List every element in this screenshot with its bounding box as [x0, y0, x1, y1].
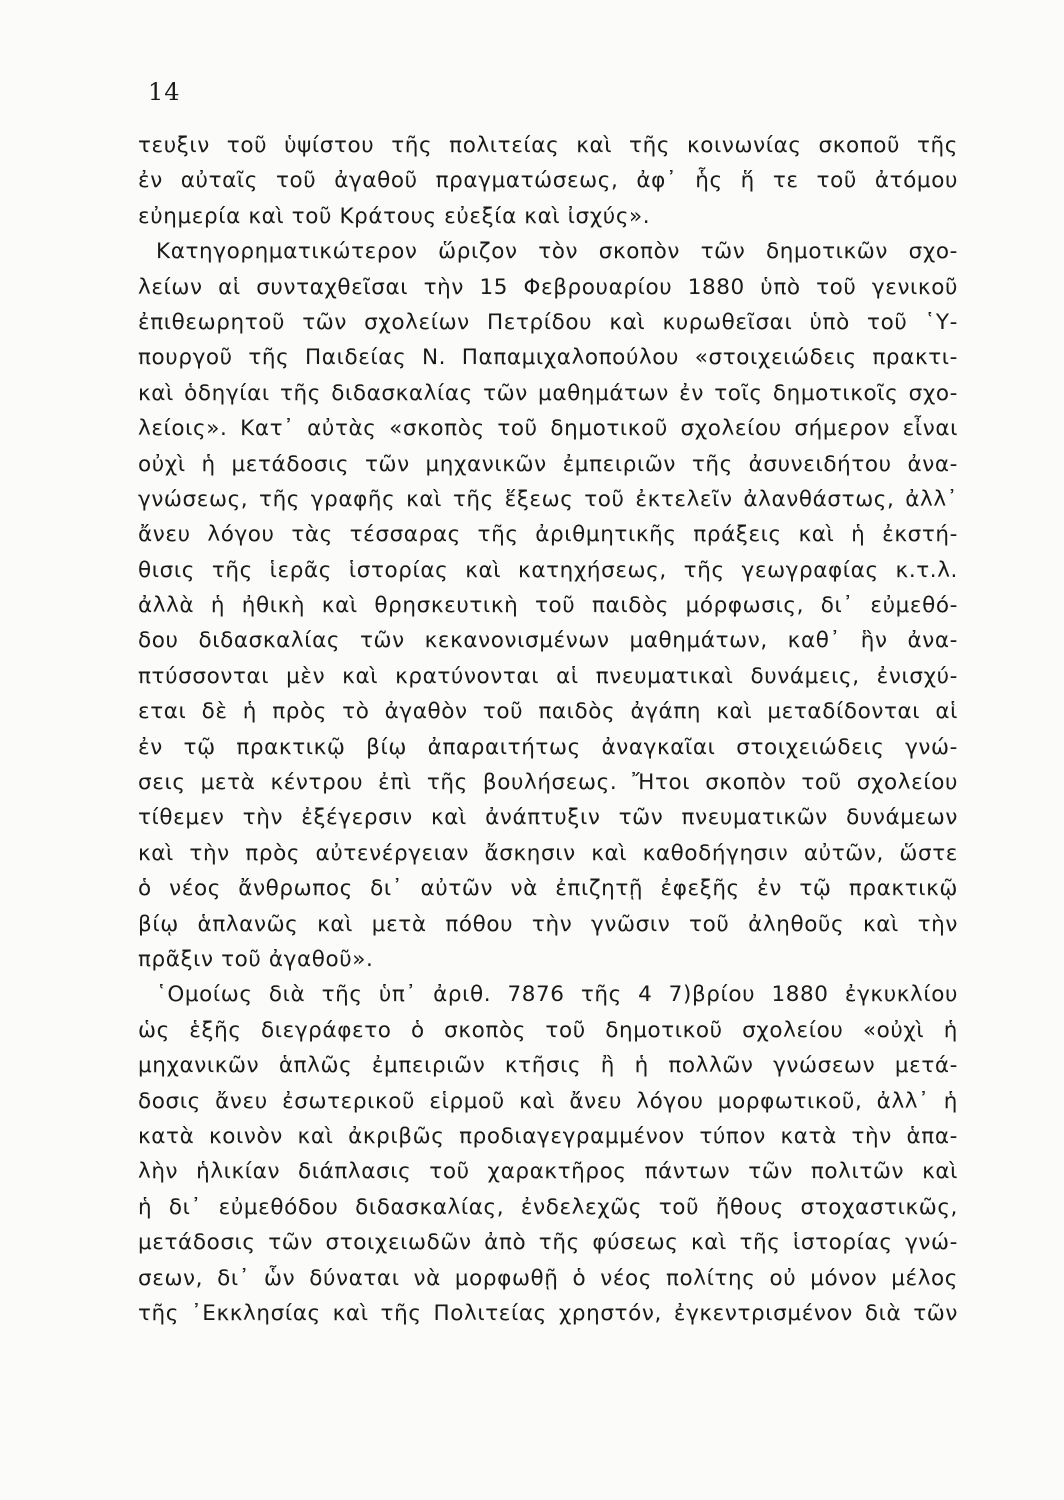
- text-line: ἡ δι᾽ εὐμεθόδου διδασκαλίας, ἐνδελεχῶς τοῦ ἤθους στοχαστικῶς,: [138, 1194, 958, 1220]
- text-line: ἀλλὰ ἡ ἠθικὴ καὶ θρησκευτικὴ τοῦ παιδὸς μόρφωσις, δι᾽ εὐμεθό-: [138, 593, 958, 619]
- paragraph-start-line: Κατηγορηματικώτερον ὥριζον τὸν σκοπὸν τῶν δημοτικῶν σχο-: [156, 239, 958, 265]
- text-line: λείων αἱ συνταχθεῖσαι τὴν 15 Φεβρουαρίου 1880 ὑπὸ τοῦ γενικοῦ: [138, 274, 958, 300]
- text-line: λείοις». Κατ᾽ αὐτὰς «σκοπὸς τοῦ δημοτικοῦ σχολείου σήμερον εἶναι: [138, 416, 958, 442]
- text-line: πρᾶξιν τοῦ ἀγαθοῦ».: [138, 946, 374, 972]
- text-line: ἐπιθεωρητοῦ τῶν σχολείων Πετρίδου καὶ κυρωθεῖσαι ὑπὸ τοῦ ῾Υ-: [138, 309, 958, 335]
- text-line: οὐχὶ ἡ μετάδοσις τῶν μηχανικῶν ἐμπειριῶν τῆς ἀσυνειδήτου ἀνα-: [138, 451, 958, 477]
- text-line: δου διδασκαλίας τῶν κεκανονισμένων μαθημάτων, καθ᾽ ἣν ἀνα-: [138, 628, 958, 654]
- text-line: πουργοῦ τῆς Παιδείας Ν. Παπαμιχαλοπούλου «στοιχειώδεις πρακτι-: [138, 345, 958, 371]
- text-line: τῆς ᾽Εκκλησίας καὶ τῆς Πολιτείας χρηστόν, ἐγκεντρισμένον διὰ τῶν: [138, 1300, 958, 1326]
- text-line: γνώσεως, τῆς γραφῆς καὶ τῆς ἕξεως τοῦ ἐκτελεῖν ἀλανθάστως, ἀλλ᾽: [138, 486, 958, 512]
- text-line: εται δὲ ἡ πρὸς τὸ ἀγαθὸν τοῦ παιδὸς ἀγάπη καὶ μεταδίδονται αἱ: [138, 699, 958, 725]
- text-line: μηχανικῶν ἁπλῶς ἐμπειριῶν κτῆσις ἢ ἡ πολλῶν γνώσεων μετά-: [138, 1053, 958, 1079]
- text-line: ὁ νέος ἄνθρωπος δι᾽ αὐτῶν νὰ ἐπιζητῇ ἐφεξῆς ἐν τῷ πρακτικῷ: [138, 876, 958, 902]
- page-number: 14: [148, 78, 181, 106]
- text-line: εὐημερία καὶ τοῦ Κράτους εὐεξία καὶ ἰσχύς».: [138, 203, 651, 229]
- text-line: καὶ τὴν πρὸς αὐτενέργειαν ἄσκησιν καὶ καθοδήγησιν αὐτῶν, ὥστε: [138, 840, 958, 866]
- text-line: καὶ ὁδηγίαι τῆς διδασκαλίας τῶν μαθημάτων ἐν τοῖς δημοτικοῖς σχο-: [138, 380, 958, 406]
- text-line: μετάδοσις τῶν στοιχειωδῶν ἀπὸ τῆς φύσεως καὶ τῆς ἱστορίας γνώ-: [138, 1230, 958, 1256]
- text-line: ὡς ἑξῆς διεγράφετο ὁ σκοπὸς τοῦ δημοτικοῦ σχολείου «οὐχὶ ἡ: [138, 1017, 958, 1043]
- text-line: τίθεμεν τὴν ἐξέγερσιν καὶ ἀνάπτυξιν τῶν πνευματικῶν δυνάμεων: [138, 805, 958, 831]
- body-text: [138, 128, 958, 1331]
- text-line: βίῳ ἁπλανῶς καὶ μετὰ πόθου τὴν γνῶσιν τοῦ ἀληθοῦς καὶ τὴν: [138, 911, 958, 937]
- text-line: πτύσσονται μὲν καὶ κρατύνονται αἱ πνευματικαὶ δυνάμεις, ἐνισχύ-: [138, 663, 958, 689]
- text-line: λὴν ἡλικίαν διάπλασις τοῦ χαρακτῆρος πάντων τῶν πολιτῶν καὶ: [138, 1159, 958, 1185]
- text-line: σεων, δι᾽ ὧν δύναται νὰ μορφωθῇ ὁ νέος πολίτης οὐ μόνον μέλος: [138, 1265, 958, 1291]
- text-line: κατὰ κοινὸν καὶ ἀκριβῶς προδιαγεγραμμένον τύπον κατὰ τὴν ἁπα-: [138, 1123, 958, 1149]
- paragraph-start-line: ῾Ομοίως διὰ τῆς ὑπ᾽ ἀριθ. 7876 τῆς 4 7)βρίου 1880 ἐγκυκλίου: [156, 982, 958, 1008]
- text-line: ἐν αὐταῖς τοῦ ἀγαθοῦ πραγματώσεως, ἀφ᾽ ἧς ἥ τε τοῦ ἀτόμου: [138, 168, 958, 194]
- text-line: θισις τῆς ἱερᾶς ἱστορίας καὶ κατηχήσεως, τῆς γεωγραφίας κ.τ.λ.: [138, 557, 958, 583]
- text-line: ἐν τῷ πρακτικῷ βίῳ ἀπαραιτήτως ἀναγκαῖαι στοιχειώδεις γνώ-: [138, 734, 958, 760]
- text-line: σεις μετὰ κέντρου ἐπὶ τῆς βουλήσεως. Ἤτοι σκοπὸν τοῦ σχολείου: [138, 770, 958, 796]
- text-line: ἄνευ λόγου τὰς τέσσαρας τῆς ἀριθμητικῆς πράξεις καὶ ἡ ἐκστή-: [138, 522, 958, 548]
- text-line: τευξιν τοῦ ὑψίστου τῆς πολιτείας καὶ τῆς κοινωνίας σκοποῦ τῆς: [138, 133, 958, 158]
- text-line: δοσις ἄνευ ἐσωτερικοῦ εἱρμοῦ καὶ ἄνευ λόγου μορφωτικοῦ, ἀλλ᾽ ἡ: [138, 1088, 958, 1114]
